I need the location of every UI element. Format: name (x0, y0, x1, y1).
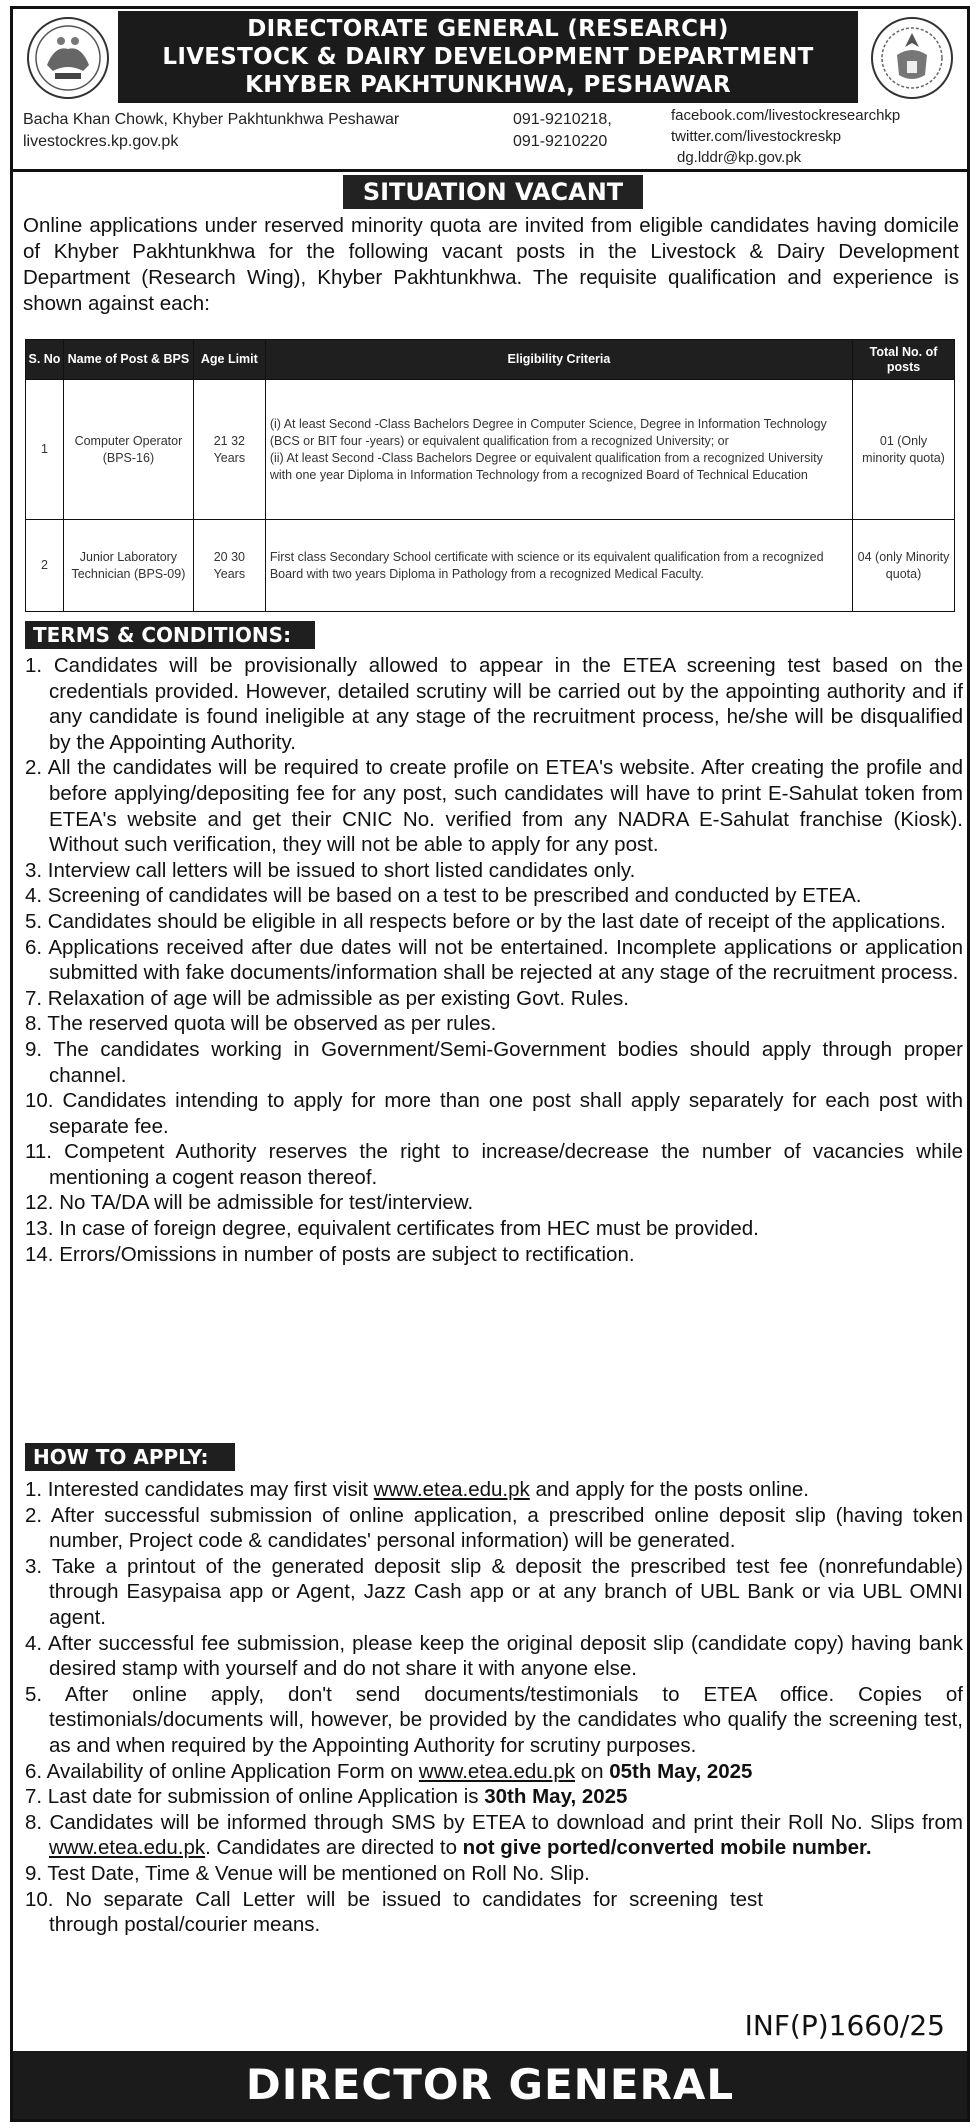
term-item: 9. The candidates working in Government/Semi-Government bodies should apply through proper channel. (25, 1037, 963, 1087)
phone-1: 091-9210218, (513, 111, 612, 128)
header-total: Total No. of posts (853, 340, 955, 380)
apply-list (25, 1477, 963, 1938)
apply-item (25, 1477, 963, 1503)
twitter-link[interactable]: twitter.com/livestockreskp (671, 128, 842, 145)
term-item: 7. Relaxation of age will be admissible as per existing Govt. Rules. (25, 986, 629, 1010)
advertisement-frame (10, 6, 970, 2122)
apply-text: 1. Interested candidates may first visit (25, 1478, 374, 1501)
etea-link[interactable]: www.etea.edu.pk (418, 1759, 576, 1783)
posts-table (25, 339, 955, 612)
apply-text: on (575, 1759, 610, 1783)
phone-2: 091-9210220 (513, 133, 608, 150)
header-post: Name of Post & BPS (63, 340, 193, 380)
apply-text: 6. Availability of online Application Form on (25, 1759, 419, 1783)
cell-sno: 1 (26, 380, 64, 520)
term-item: 13. In case of foreign degree, equivalent certificates from HEC must be provided. (25, 1217, 759, 1241)
term-item: 3. Interview call letters will be issued to short listed candidates only. (25, 858, 636, 882)
apply-item: 9. Test Date, Time & Venue will be mentioned on Roll No. Slip. (25, 1861, 590, 1885)
apply-item: 2. After successful submission of online application, a prescribed online deposit slip (having token number, Project code & candidates' personal information) will be generated. (25, 1503, 963, 1553)
title-band (118, 11, 858, 103)
table-row (26, 520, 955, 612)
contact-phone (513, 109, 612, 153)
header (13, 9, 967, 173)
term-item: 11. Competent Authority reserves the right to increase/decrease the number of vacancies while mentioning a cogent reason thereof. (25, 1140, 963, 1189)
cell-post: Computer Operator (BPS-16) (63, 380, 193, 520)
cell-criteria (265, 380, 852, 520)
cell-age: 20 30 Years (193, 520, 265, 612)
website-text[interactable]: livestockres.kp.gov.pk (23, 133, 179, 150)
address-text: Bacha Khan Chowk, Khyber Pakhtunkhwa Peshawar (23, 111, 400, 128)
term-item: 2. All the candidates will be required to create profile on ETEA's website. After creating the profile and before applying/depositing fee for any post, such candidates will have to print E-Sahulat token from ETEA's website and get their CNIC No. verified from any NADRA E-Sahulat franchise (Kiosk). Without such verification, they will not be able to apply for any post. (25, 756, 963, 857)
apply-heading: HOW TO APPLY: (25, 1443, 235, 1471)
apply-item: 10. No separate Call Letter will be issued to candidates for screening test through postal/courier means. (25, 1887, 763, 1937)
email-link[interactable]: dg.lddr@kp.gov.pk (677, 149, 802, 166)
header-age: Age Limit (193, 340, 265, 380)
table-row (26, 380, 955, 520)
cell-total: 01 (Only minority quota) (853, 380, 955, 520)
cell-sno: 2 (26, 520, 64, 612)
header-line-2: LIVESTOCK & DAIRY DEVELOPMENT DEPARTMENT (162, 44, 814, 70)
contact-address (23, 109, 399, 153)
criteria-option-1: (i) At least Second -Class Bachelors Degree in Computer Science, Degree in Information Technology (BCS or BIT four -years) or equivalent qualification from a recognized University; or (269, 416, 827, 448)
header-criteria: Eligibility Criteria (265, 340, 852, 380)
term-item: 12. No TA/DA will be admissible for test/interview. (25, 1191, 474, 1215)
apply-item: 4. After successful fee submission, please keep the original deposit slip (candidate copy) having bank desired stamp with yourself and do not share it with anyone else. (25, 1631, 963, 1681)
apply-item (25, 1784, 963, 1810)
table-header-row (26, 340, 955, 380)
etea-link[interactable]: www.etea.edu.pk (49, 1836, 206, 1860)
etea-link[interactable]: www.etea.edu.pk (373, 1478, 530, 1501)
intro-paragraph: Online applications under reserved minority quota are invited from eligible candidates having domicile of Khyber Pakhtunkhwa for the following vacant posts in the Livestock & Dairy Development Department (Research Wing), Khyber Pakhtunkhwa. The requisite qualification and experience is shown against each: (23, 214, 959, 315)
term-item: 8. The reserved quota will be observed as per rules. (25, 1012, 497, 1036)
situation-vacant-heading: SITUATION VACANT (343, 175, 643, 209)
header-line-1: DIRECTORATE GENERAL (RESEARCH) (247, 16, 729, 42)
terms-list (25, 653, 963, 1267)
term-item: 4. Screening of candidates will be based on a test to be prescribed and conducted by ETEA. (25, 884, 862, 908)
apply-item (25, 1759, 963, 1785)
terms-heading: TERMS & CONDITIONS: (25, 621, 315, 649)
facebook-link[interactable]: facebook.com/livestockresearchkp (671, 107, 901, 124)
term-item: 6. Applications received after due dates will not be entertained. Incomplete applications or application submitted with fake documents/information shall be rejected at any stage of the recruitment process. (25, 935, 963, 985)
cell-criteria (265, 520, 852, 612)
kp-government-seal-icon (869, 15, 955, 101)
apply-item: 3. Take a printout of the generated deposit slip & deposit the prescribed test fee (nonrefundable) through Easypaisa app or Agent, Jazz Cash app or at any branch of UBL Bank or via UBL OMNI agent. (25, 1554, 963, 1629)
apply-text: . Candidates are directed to (205, 1836, 463, 1860)
cell-total: 04 (only Minority quota) (853, 520, 955, 612)
apply-item: 5. After online apply, don't send documents/testimonials to ETEA office. Copies of testimonials/documents will, however, be provided by the candidates who qualify the screening test, as and when required by the Appointing Authority for scrutiny purposes. (25, 1682, 963, 1757)
apply-text: 8. Candidates will be informed through SMS by ETEA to download and print their Roll No. Slips from (25, 1810, 963, 1834)
contact-social (671, 105, 900, 168)
signature-band: DIRECTOR GENERAL (13, 2051, 967, 2119)
term-item: 10. Candidates intending to apply for more than one post shall apply separately for each post with separate fee. (25, 1089, 963, 1138)
term-item: 1. Candidates will be provisionally allowed to appear in the ETEA screening test based on the credentials provided. However, detailed scrutiny will be carried out by the appointing authority and if any candidate is found ineligible at any stage of the recruitment process, he/she will be disqualified by the Appointing Authority. (25, 654, 963, 754)
criteria-option-1: First class Secondary School certificate with science or its equivalent qualification from a recognized Board with two years Diploma in Pathology from a recognized Medical Faculty. (269, 549, 824, 581)
cell-age: 21 32 Years (193, 380, 265, 520)
department-emblem-icon (25, 15, 111, 101)
last-date: 30th May, 2025 (484, 1785, 628, 1809)
header-line-3: KHYBER PAKHTUNKHWA, PESHAWAR (245, 72, 731, 98)
term-item: 14. Errors/Omissions in number of posts are subject to rectification. (25, 1242, 635, 1266)
term-item: 5. Candidates should be eligible in all respects before or by the last date of receipt of the applications. (25, 909, 946, 933)
cell-post: Junior Laboratory Technician (BPS-09) (63, 520, 193, 612)
apply-item (25, 1810, 963, 1861)
criteria-option-2: (ii) At least Second -Class Bachelors Degree or equivalent qualification from a recognized University with one year Diploma in Information Technology from a recognized Board of Technical Education (269, 450, 823, 482)
availability-date: 05th May, 2025 (609, 1759, 753, 1783)
header-divider (13, 169, 967, 172)
apply-text: 7. Last date for submission of online Application is (25, 1785, 485, 1809)
reference-number: INF(P)1660/25 (744, 2009, 945, 2042)
ported-number-warning: not give ported/converted mobile number. (462, 1836, 872, 1860)
apply-text: and apply for the posts online. (529, 1478, 809, 1501)
header-sno: S. No (26, 340, 64, 380)
